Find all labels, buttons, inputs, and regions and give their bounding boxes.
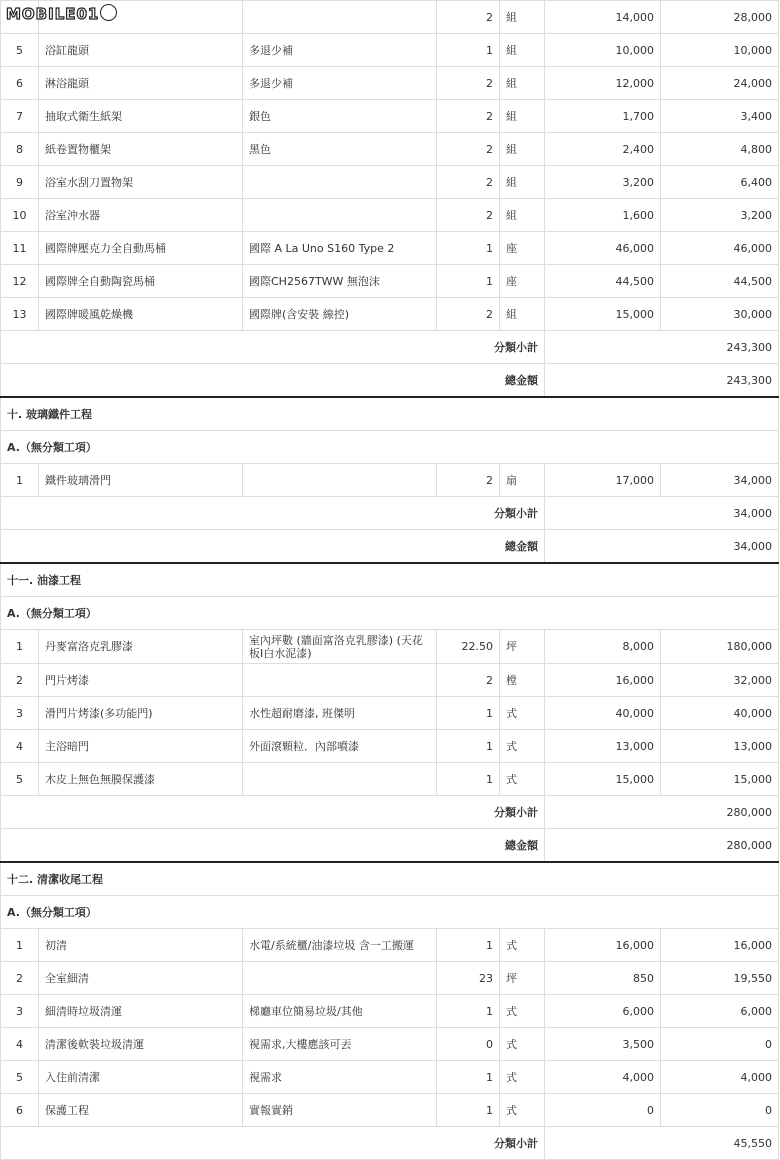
table-row bbox=[1, 298, 779, 331]
item-unit-price: 10,000 bbox=[545, 34, 661, 67]
section-title bbox=[1, 397, 779, 431]
item-spec: 室內坪數 (牆面富洛克乳膠漆) (天花板I白水泥漆) bbox=[243, 630, 437, 664]
item-total: 40,000 bbox=[661, 697, 779, 730]
item-spec: 梯廳車位簡易垃圾/其他 bbox=[243, 995, 437, 1028]
section-title-text: 十. 玻璃鐵件工程 bbox=[1, 397, 779, 431]
item-spec bbox=[243, 962, 437, 995]
item-total: 13,000 bbox=[661, 730, 779, 763]
item-name: 國際牌壓克力全自動馬桶 bbox=[39, 232, 243, 265]
item-unit-price: 3,200 bbox=[545, 166, 661, 199]
item-quantity: 2 bbox=[437, 199, 500, 232]
item-number: 5 bbox=[1, 763, 39, 796]
item-unit: 坪 bbox=[500, 962, 545, 995]
item-spec: 銀色 bbox=[243, 100, 437, 133]
section-title-text: 十二. 清潔收尾工程 bbox=[1, 862, 779, 896]
table-row bbox=[1, 995, 779, 1028]
table-row bbox=[1, 1094, 779, 1127]
item-unit-price: 44,500 bbox=[545, 265, 661, 298]
item-total: 44,500 bbox=[661, 265, 779, 298]
item-quantity: 2 bbox=[437, 464, 500, 497]
item-spec: 國際 A La Uno S160 Type 2 bbox=[243, 232, 437, 265]
item-unit: 組 bbox=[500, 1, 545, 34]
table-row bbox=[1, 763, 779, 796]
grand-total-label: 總金額 bbox=[1, 530, 545, 564]
item-spec: 國際牌(含安裝 線控) bbox=[243, 298, 437, 331]
item-number: 5 bbox=[1, 1061, 39, 1094]
item-name: 主浴暗門 bbox=[39, 730, 243, 763]
item-total: 28,000 bbox=[661, 1, 779, 34]
table-row bbox=[1, 630, 779, 664]
item-unit-price: 850 bbox=[545, 962, 661, 995]
item-name: 清潔後軟裝垃圾清運 bbox=[39, 1028, 243, 1061]
item-number: 1 bbox=[1, 929, 39, 962]
item-unit: 組 bbox=[500, 100, 545, 133]
item-name: 初清 bbox=[39, 929, 243, 962]
item-total: 15,000 bbox=[661, 763, 779, 796]
item-unit-price: 1,700 bbox=[545, 100, 661, 133]
item-unit: 組 bbox=[500, 133, 545, 166]
item-unit: 組 bbox=[500, 166, 545, 199]
item-spec: 水電/系統櫃/油漆垃圾 含一工搬運 bbox=[243, 929, 437, 962]
item-unit-price: 13,000 bbox=[545, 730, 661, 763]
table-row bbox=[1, 34, 779, 67]
item-quantity: 1 bbox=[437, 265, 500, 298]
item-total: 46,000 bbox=[661, 232, 779, 265]
item-spec bbox=[243, 664, 437, 697]
item-unit: 式 bbox=[500, 1094, 545, 1127]
item-name: 淋浴龍頭 bbox=[39, 67, 243, 100]
subtotal-label: 分類小計 bbox=[1, 1127, 545, 1160]
table-row bbox=[1, 1028, 779, 1061]
item-total: 10,000 bbox=[661, 34, 779, 67]
item-name: 門片烤漆 bbox=[39, 664, 243, 697]
table-row bbox=[1, 929, 779, 962]
item-total: 6,400 bbox=[661, 166, 779, 199]
subtotal-label: 分類小計 bbox=[1, 796, 545, 829]
item-name: 抽取式衛生紙架 bbox=[39, 100, 243, 133]
item-total: 30,000 bbox=[661, 298, 779, 331]
table-row bbox=[1, 962, 779, 995]
item-unit-price: 40,000 bbox=[545, 697, 661, 730]
section-title bbox=[1, 862, 779, 896]
item-spec: 實報實銷 bbox=[243, 1094, 437, 1127]
item-spec: 外面滾顆粒．內部噴漆 bbox=[243, 730, 437, 763]
subtotal-row bbox=[1, 331, 779, 364]
item-quantity: 2 bbox=[437, 100, 500, 133]
item-number: 4 bbox=[1, 730, 39, 763]
item-total: 0 bbox=[661, 1094, 779, 1127]
item-spec: 國際CH2567TWW 無泡沫 bbox=[243, 265, 437, 298]
item-number: 13 bbox=[1, 298, 39, 331]
subtotal-label: 分類小計 bbox=[1, 331, 545, 364]
grand-total-value: 243,300 bbox=[545, 364, 779, 398]
item-quantity: 2 bbox=[437, 664, 500, 697]
item-total: 3,400 bbox=[661, 100, 779, 133]
item-unit: 組 bbox=[500, 199, 545, 232]
item-unit-price: 12,000 bbox=[545, 67, 661, 100]
item-quantity: 0 bbox=[437, 1028, 500, 1061]
item-unit: 扇 bbox=[500, 464, 545, 497]
item-unit: 式 bbox=[500, 995, 545, 1028]
section-title bbox=[1, 563, 779, 597]
subcategory-title-text: A.（無分類工項） bbox=[1, 597, 779, 630]
table-row bbox=[1, 100, 779, 133]
item-unit-price: 15,000 bbox=[545, 763, 661, 796]
item-number: 12 bbox=[1, 265, 39, 298]
item-quantity: 2 bbox=[437, 166, 500, 199]
item-number: 2 bbox=[1, 664, 39, 697]
subcategory-title bbox=[1, 597, 779, 630]
item-name: 紙卷置物櫃架 bbox=[39, 133, 243, 166]
item-quantity: 1 bbox=[437, 34, 500, 67]
item-unit: 組 bbox=[500, 34, 545, 67]
item-unit: 坪 bbox=[500, 630, 545, 664]
item-spec: 黑色 bbox=[243, 133, 437, 166]
mobile01-logo: MOBILE01 bbox=[6, 4, 117, 24]
item-number: 2 bbox=[1, 962, 39, 995]
item-unit-price: 4,000 bbox=[545, 1061, 661, 1094]
item-unit: 式 bbox=[500, 763, 545, 796]
item-name: 入住前清潔 bbox=[39, 1061, 243, 1094]
item-unit: 式 bbox=[500, 730, 545, 763]
item-spec: 多退少補 bbox=[243, 34, 437, 67]
item-unit: 式 bbox=[500, 1061, 545, 1094]
item-number: 7 bbox=[1, 100, 39, 133]
item-unit-price: 46,000 bbox=[545, 232, 661, 265]
item-name: 浴室水刮刀置物架 bbox=[39, 166, 243, 199]
item-name: 浴缸龍頭 bbox=[39, 34, 243, 67]
item-unit: 式 bbox=[500, 697, 545, 730]
item-unit-price: 1,600 bbox=[545, 199, 661, 232]
item-name: 保護工程 bbox=[39, 1094, 243, 1127]
table-row bbox=[1, 166, 779, 199]
grand-total-value: 34,000 bbox=[545, 530, 779, 564]
item-quantity: 2 bbox=[437, 67, 500, 100]
table-row bbox=[1, 265, 779, 298]
item-spec: 視需求 bbox=[243, 1061, 437, 1094]
item-quantity: 1 bbox=[437, 697, 500, 730]
item-unit-price: 2,400 bbox=[545, 133, 661, 166]
subcategory-title-text: A.（無分類工項） bbox=[1, 896, 779, 929]
item-number: 1 bbox=[1, 630, 39, 664]
item-quantity: 1 bbox=[437, 1061, 500, 1094]
item-spec bbox=[243, 464, 437, 497]
item-total: 4,000 bbox=[661, 1061, 779, 1094]
item-unit-price: 16,000 bbox=[545, 664, 661, 697]
item-quantity: 22.50 bbox=[437, 630, 500, 664]
item-unit: 式 bbox=[500, 929, 545, 962]
item-name: 國際牌全自動陶瓷馬桶 bbox=[39, 265, 243, 298]
item-number: 4 bbox=[1, 1028, 39, 1061]
item-name: 木皮上無色無膜保護漆 bbox=[39, 763, 243, 796]
item-name: 滑門片烤漆(多功能門) bbox=[39, 697, 243, 730]
grand-total-row bbox=[1, 829, 779, 863]
item-spec: 多退少補 bbox=[243, 67, 437, 100]
item-name: 鐵件玻璃滑門 bbox=[39, 464, 243, 497]
item-unit-price: 6,000 bbox=[545, 995, 661, 1028]
item-name: 浴室沖水器 bbox=[39, 199, 243, 232]
item-unit-price: 14,000 bbox=[545, 1, 661, 34]
section-title-text: 十一. 油漆工程 bbox=[1, 563, 779, 597]
table-row bbox=[1, 664, 779, 697]
item-quantity: 1 bbox=[437, 929, 500, 962]
item-unit: 座 bbox=[500, 265, 545, 298]
item-number: 9 bbox=[1, 166, 39, 199]
item-spec bbox=[243, 166, 437, 199]
subcategory-title-text: A.（無分類工項） bbox=[1, 431, 779, 464]
table-row bbox=[1, 232, 779, 265]
item-total: 3,200 bbox=[661, 199, 779, 232]
item-number: 5 bbox=[1, 34, 39, 67]
table-row bbox=[1, 697, 779, 730]
item-total: 19,550 bbox=[661, 962, 779, 995]
item-unit: 座 bbox=[500, 232, 545, 265]
item-quantity: 1 bbox=[437, 763, 500, 796]
item-spec: 視需求,大樓應該可丟 bbox=[243, 1028, 437, 1061]
item-spec bbox=[243, 199, 437, 232]
grand-total-row bbox=[1, 530, 779, 564]
item-number: 3 bbox=[1, 697, 39, 730]
item-number: 11 bbox=[1, 232, 39, 265]
item-total: 6,000 bbox=[661, 995, 779, 1028]
grand-total-row bbox=[1, 364, 779, 398]
item-number: 8 bbox=[1, 133, 39, 166]
item-number: 6 bbox=[1, 1094, 39, 1127]
item-unit-price: 16,000 bbox=[545, 929, 661, 962]
item-quantity: 2 bbox=[437, 1, 500, 34]
item-quantity: 2 bbox=[437, 298, 500, 331]
subtotal-row bbox=[1, 796, 779, 829]
subtotal-value: 280,000 bbox=[545, 796, 779, 829]
table-row bbox=[1, 1061, 779, 1094]
item-total: 24,000 bbox=[661, 67, 779, 100]
table-row bbox=[1, 133, 779, 166]
subtotal-value: 34,000 bbox=[545, 497, 779, 530]
item-unit: 組 bbox=[500, 298, 545, 331]
grand-total-label: 總金額 bbox=[1, 364, 545, 398]
item-unit: 式 bbox=[500, 1028, 545, 1061]
item-number: 3 bbox=[1, 995, 39, 1028]
item-quantity: 1 bbox=[437, 232, 500, 265]
table-row bbox=[1, 464, 779, 497]
item-unit-price: 17,000 bbox=[545, 464, 661, 497]
item-name: 國際牌暖風乾燥機 bbox=[39, 298, 243, 331]
item-spec bbox=[243, 1, 437, 34]
item-number: 6 bbox=[1, 67, 39, 100]
table-row bbox=[1, 730, 779, 763]
item-quantity: 1 bbox=[437, 730, 500, 763]
item-name: 全室細清 bbox=[39, 962, 243, 995]
item-quantity: 2 bbox=[437, 133, 500, 166]
item-total: 4,800 bbox=[661, 133, 779, 166]
item-unit: 組 bbox=[500, 67, 545, 100]
item-unit-price: 15,000 bbox=[545, 298, 661, 331]
item-number: 10 bbox=[1, 199, 39, 232]
table-row bbox=[1, 67, 779, 100]
subcategory-title bbox=[1, 896, 779, 929]
table-row bbox=[1, 199, 779, 232]
subtotal-row bbox=[1, 497, 779, 530]
item-total: 34,000 bbox=[661, 464, 779, 497]
item-quantity: 1 bbox=[437, 1094, 500, 1127]
item-spec: 水性超耐磨漆, 班傑明 bbox=[243, 697, 437, 730]
item-name: 丹麥富洛克乳膠漆 bbox=[39, 630, 243, 664]
item-total: 32,000 bbox=[661, 664, 779, 697]
item-name: 細清時垃圾清運 bbox=[39, 995, 243, 1028]
grand-total-value: 280,000 bbox=[545, 829, 779, 863]
grand-total-label: 總金額 bbox=[1, 829, 545, 863]
item-quantity: 1 bbox=[437, 995, 500, 1028]
item-total: 180,000 bbox=[661, 630, 779, 664]
subtotal-label: 分類小計 bbox=[1, 497, 545, 530]
item-unit-price: 8,000 bbox=[545, 630, 661, 664]
item-unit-price: 3,500 bbox=[545, 1028, 661, 1061]
subtotal-value: 243,300 bbox=[545, 331, 779, 364]
item-total: 16,000 bbox=[661, 929, 779, 962]
item-unit: 樘 bbox=[500, 664, 545, 697]
subtotal-row bbox=[1, 1127, 779, 1160]
item-number: 1 bbox=[1, 464, 39, 497]
subcategory-title bbox=[1, 431, 779, 464]
item-total: 0 bbox=[661, 1028, 779, 1061]
item-spec bbox=[243, 763, 437, 796]
item-unit-price: 0 bbox=[545, 1094, 661, 1127]
subtotal-value: 45,550 bbox=[545, 1127, 779, 1160]
item-quantity: 23 bbox=[437, 962, 500, 995]
